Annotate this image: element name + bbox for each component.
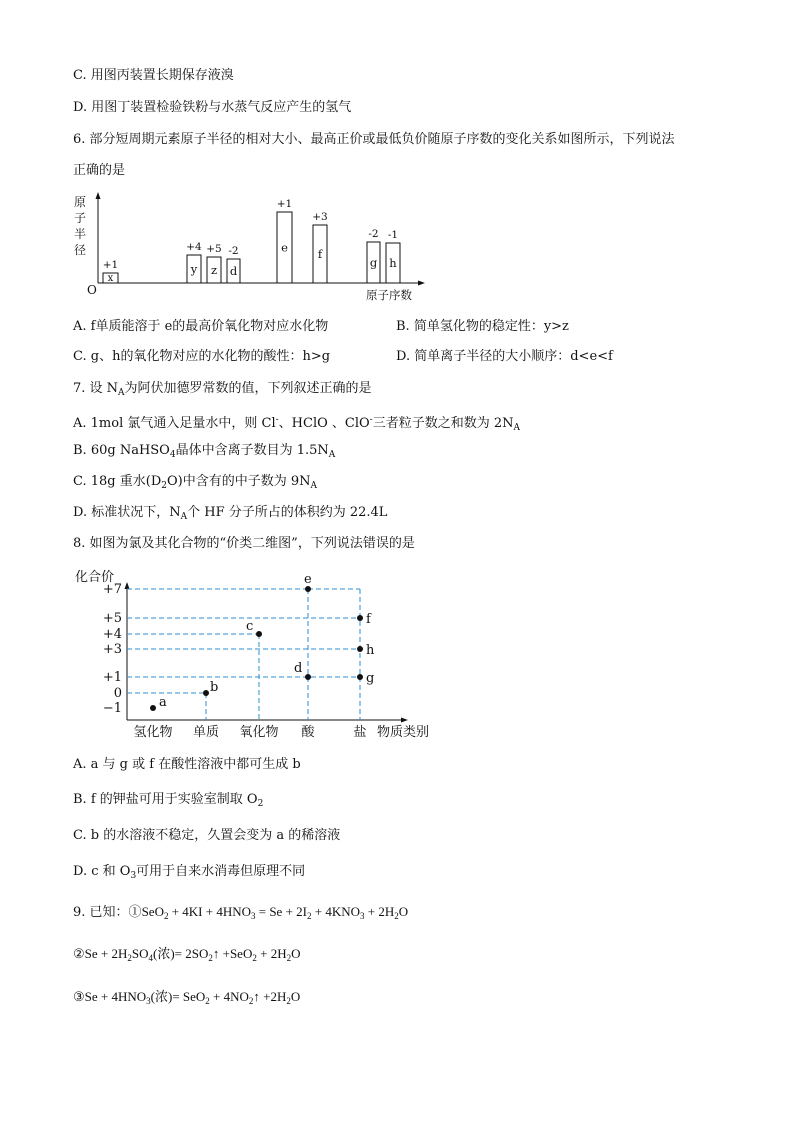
y-tick-label: +4 — [102, 627, 122, 642]
q7-option-b: B. 60g NaHSO$_4$晶体中含离子数目为 $1.5N_A$ — [73, 443, 336, 460]
q6-stem-1: 6. 部分短周期元素原子半径的相对大小、最高正价或最低负价随原子序数的变化关系如图所示，下列说法 — [73, 132, 675, 147]
point-label-c: c — [246, 619, 254, 634]
x-category-label: 单质 — [192, 725, 220, 740]
valence-label-e: +1 — [276, 198, 293, 210]
y-axis-label-char: 径 — [74, 243, 87, 257]
atomic-radius-chart — [70, 190, 430, 305]
point-d — [305, 674, 311, 680]
y-tick-label: 0 — [113, 686, 122, 701]
chlorine-valence-chart — [70, 563, 450, 743]
y-axis-label-char: 原 — [74, 195, 87, 209]
q9-equation-2: ②Se + $2H_2SO_4$(浓)= $2SO_2↑ +SeO_2 + 2H_2O$ — [73, 946, 301, 963]
q8-option-c: C. b 的水溶液不稳定，久置会变为 a 的稀溶液 — [73, 828, 341, 843]
q7-option-c: C. 18g 重水$(D_2O)$中含有的中子数为 $9N_A$ — [73, 474, 317, 491]
y-axis-label-char: 子 — [74, 211, 87, 225]
q9-equation-1: 9. 已知：①SeO$_2$ + $4KI + 4HNO_3 = Se + 2I_2 + 4KNO_3 + 2H_2O$ — [73, 904, 409, 921]
x-axis-label: 原子序数 — [366, 288, 412, 302]
x-category-label: 氧化物 — [239, 725, 279, 740]
x-axis-label: 物质类别 — [377, 725, 430, 740]
y-axis-label: 化合价 — [75, 570, 115, 585]
q8-option-d: D. c 和 $O_3$可用于自来水消毒但原理不同 — [73, 864, 306, 881]
q8-stem: 8. 如图为氯及其化合物的“价类二维图”，下列说法错误的是 — [73, 536, 415, 551]
y-axis-label-char: 半 — [74, 227, 87, 241]
bar-label-h: h — [389, 256, 397, 270]
valence-label-y: +4 — [186, 241, 202, 253]
point-c — [256, 631, 262, 637]
bar-label-z: z — [210, 263, 218, 277]
point-label-d: d — [294, 661, 303, 676]
valence-label-h: -1 — [387, 229, 399, 241]
q6-stem-2: 正确的是 — [73, 163, 126, 178]
point-label-e: e — [304, 572, 312, 587]
q8-option-b: B. f 的钾盐可用于实验室制取 $O_2$ — [73, 792, 264, 809]
y-tick-label: +5 — [102, 611, 122, 626]
q7-option-a: A. 1mol 氯气通入足量水中，则 Cl-、HClO 、ClO-三者粒子数之和数为 $2N_A$ — [73, 415, 520, 433]
valence-label-x: +1 — [102, 259, 119, 271]
x-category-label: 氢化物 — [133, 725, 173, 740]
q6-option-d: D. 简单离子半径的大小顺序：d<e<f — [396, 349, 613, 364]
option-d-prev: D. 用图丁装置检验铁粉与水蒸气反应产生的氢气 — [73, 100, 352, 115]
origin-label: O — [87, 283, 97, 297]
point-h — [357, 646, 363, 652]
q8-option-a: A. a 与 g 或 f 在酸性溶液中都可生成 b — [73, 757, 301, 772]
y-tick-label: −1 — [102, 701, 122, 716]
q9-equation-3: ③Se + $4HNO_3$(浓)= $SeO_2 + 4NO_2↑ +2H_2O$ — [73, 989, 301, 1006]
bar-label-x: x — [107, 273, 114, 284]
point-g — [357, 674, 363, 680]
valence-label-f: +3 — [312, 211, 328, 223]
point-a — [150, 705, 156, 711]
y-tick-label: +3 — [102, 642, 122, 657]
bar-label-d: d — [229, 264, 238, 278]
bar-label-f: f — [317, 247, 323, 261]
q7-option-d: D. 标准状况下，$N_A$个 HF 分子所占的体积约为 22.4L — [73, 505, 388, 522]
point-label-b: b — [210, 680, 219, 695]
y-tick-label: +7 — [102, 582, 122, 597]
option-c-prev: C. 用图丙装置长期保存液溴 — [73, 68, 234, 83]
q6-option-c: C. g、h的氧化物对应的水化物的酸性：h>g — [73, 349, 331, 364]
y-tick-label: +1 — [102, 670, 122, 685]
bar-label-e: e — [281, 240, 288, 255]
point-label-a: a — [159, 695, 167, 710]
valence-label-g: -2 — [368, 228, 379, 240]
point-f — [357, 615, 363, 621]
q6-option-b: B. 简单氢化物的稳定性：y>z — [396, 319, 569, 334]
x-category-label: 酸 — [301, 725, 315, 740]
q6-option-a: A. f单质能溶于 e的最高价氧化物对应水化物 — [73, 319, 329, 334]
point-label-f: f — [366, 612, 371, 627]
q7-stem: 7. 设 $N_A$为阿伏加德罗常数的值，下列叙述正确的是 — [73, 381, 372, 398]
bar-label-y: y — [190, 262, 198, 276]
x-category-label: 盐 — [353, 725, 367, 740]
point-b — [203, 690, 209, 696]
bar-label-g: g — [369, 255, 378, 270]
point-label-h: h — [366, 643, 375, 658]
valence-label-z: +5 — [206, 243, 222, 255]
valence-label-d: -2 — [228, 245, 239, 257]
point-label-g: g — [366, 671, 375, 686]
